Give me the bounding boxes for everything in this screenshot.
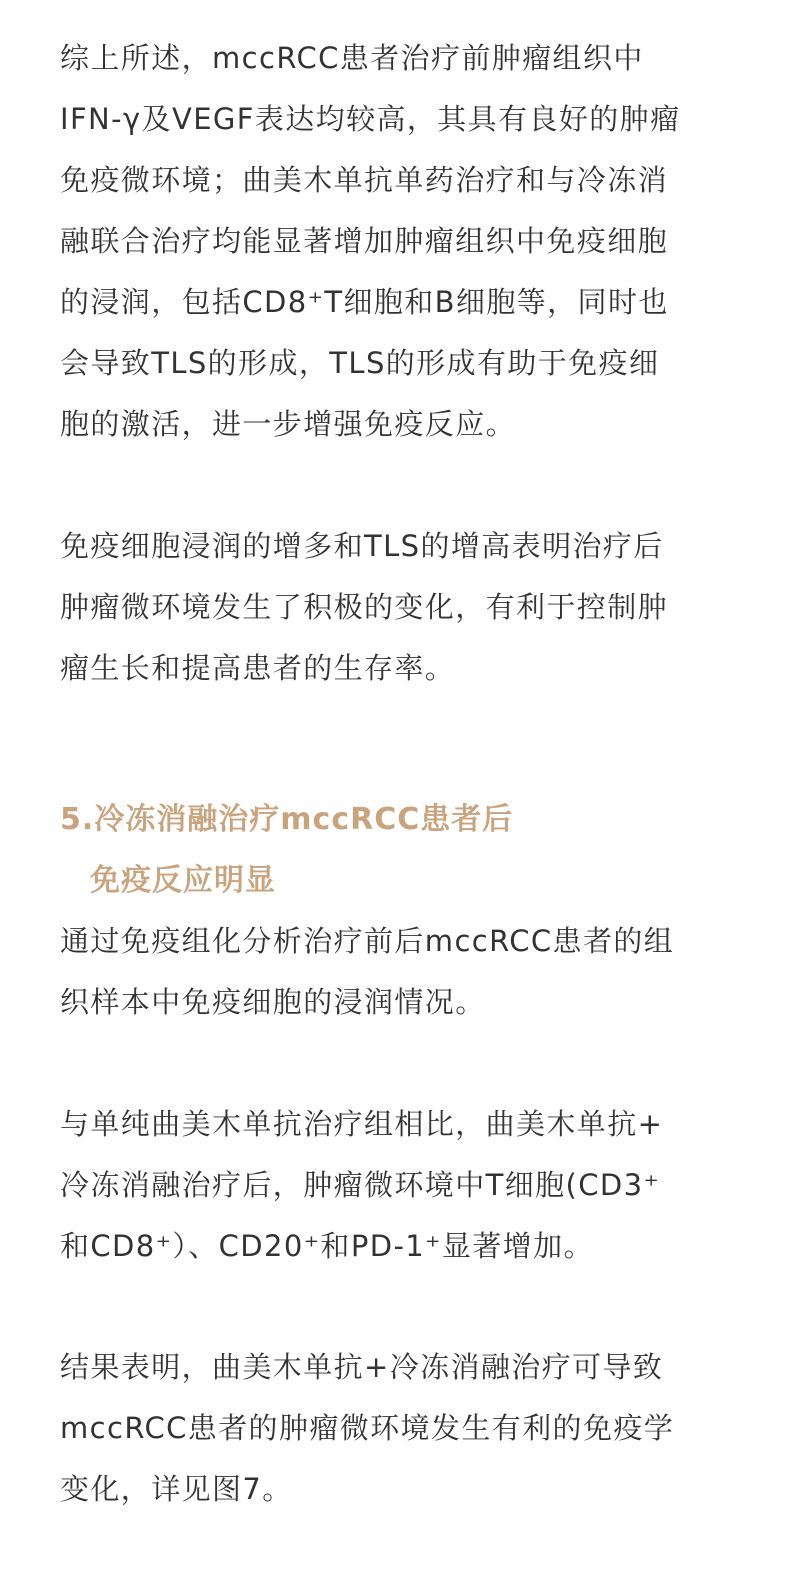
text-line: 织样本中免疫细胞的浸润情况。: [60, 985, 486, 1019]
text-line: 通过免疫组化分析治疗前后mccRCC患者的组: [60, 924, 675, 958]
text-line: 冷冻消融治疗后，肿瘤微环境中T细胞(CD3⁺: [60, 1168, 661, 1202]
text-line: 免疫微环境；曲美木单抗单药治疗和与冷冻消: [60, 163, 669, 197]
text-line: 和CD8⁺）、CD20⁺和PD-1⁺显著增加。: [60, 1229, 594, 1263]
text-line: mccRCC患者的肿瘤微环境发生有利的免疫学: [60, 1411, 675, 1445]
text-line: 与单纯曲美木单抗治疗组相比，曲美木单抗+: [60, 1107, 664, 1141]
text-line: IFN-γ及VEGF表达均较高，其具有良好的肿瘤: [60, 102, 681, 136]
text-line: 变化，详见图7。: [60, 1472, 293, 1506]
text-line: 的浸润，包括CD8⁺T细胞和B细胞等，同时也: [60, 285, 669, 319]
text-line: 肿瘤微环境发生了积极的变化，有利于控制肿: [60, 590, 669, 624]
method-paragraph: [60, 911, 740, 1033]
text-line: 结果表明，曲美木单抗+冷冻消融治疗可导致: [60, 1350, 664, 1384]
text-line: 胞的激活，进一步增强免疫反应。: [60, 407, 517, 441]
text-line: 综上所述，mccRCC患者治疗前肿瘤组织中: [60, 41, 644, 75]
section-heading-line-1: 5.冷冻消融治疗mccRCC患者后: [60, 802, 514, 837]
text-line: 瘤生长和提高患者的生存率。: [60, 651, 456, 685]
microenvironment-paragraph: [60, 516, 740, 699]
text-line: 会导致TLS的形成，TLS的形成有助于免疫细: [60, 346, 660, 380]
text-line: 融联合治疗均能显著增加肿瘤组织中免疫细胞: [60, 224, 669, 258]
summary-paragraph: [60, 28, 740, 455]
section-heading: [60, 789, 740, 911]
comparison-paragraph: [60, 1094, 740, 1277]
result-paragraph: [60, 1337, 740, 1520]
text-line: 免疫细胞浸润的增多和TLS的增高表明治疗后: [60, 529, 664, 563]
section-heading-line-2: 免疫反应明显: [90, 863, 276, 898]
